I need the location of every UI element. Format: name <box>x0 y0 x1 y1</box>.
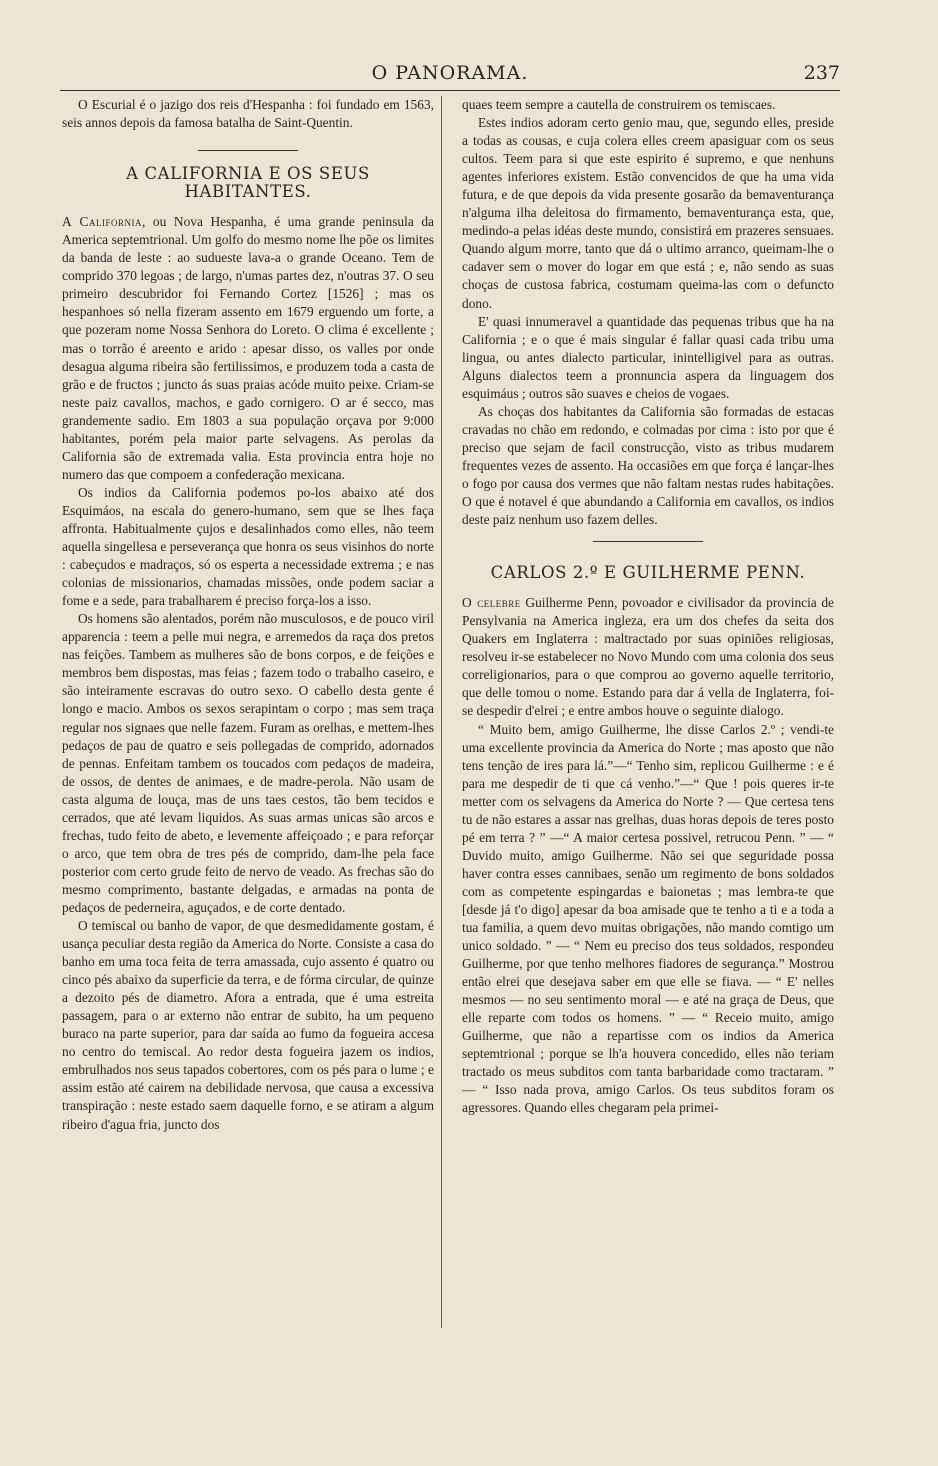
page-header <box>60 62 840 86</box>
article-title-california: A CALIFORNIA E OS SEUS HABITANTES. <box>126 164 370 202</box>
california-intro-text: , ou Nova Hespanha, é uma grande peninsula da America septemtrional. Um golfo do mesmo nome lhe põe os limites da banda de leste : ao sudueste lava-a o grande Oceano. Tem de comprido 370 legoas ; de largo, n'umas partes dez, n'outras 37. O seu primeiro descubridor foi Fernando Cortez [1526] ; mas os hespanhoes só nella fizeram assento em 1679 erguendo um forte, a que pozeram nome Nossa Senhora do Loreto. O clima é excellente ; mas o torrão é areento e arido : apesar disso, os valles por onde desagua alguma ribeira são fertilissimos, e produzem toda a casta de grão e de fructos ; juncto ás suas praias acóde muito peixe. Criam-se neste paiz cavallos, machos, e gado cornigero. O ar é secco, mas grandemente sadio. Em 1803 a sua populaçāo orçava por 9:000 habitantes, porém pela maior parte selvagens. As perolas da California são de extremada valia. Esta provincia entra hoje no numero das que compoem a confederação mexicana. <box>62 214 434 482</box>
column-divider <box>441 96 442 1328</box>
article-title-penn: CARLOS 2.º E GUILHERME PENN. <box>490 563 806 583</box>
penn-lead-word: O celebre <box>462 595 521 611</box>
dialogue-paragraph: “ Muito bem, amigo Guilherme, lhe disse Carlos 2.º ; vendi-te uma excellente provincia da America do Norte ; mas aposto que não tens tenção de ires para lá.”—“ Tenho sim, replicou Guilherme : e é para me despedir de ti que cá venho.”—“ Que ! pois queres ir-te metter com os selvagens da America do Norte ? — Que certesa tens tu de não estares a assar nas grelhas, duas horas depois de teres posto pé em terra ? ” —“ A maior certesa possivel, retrucou Penn. ” — “ Duvido muito, amigo Guilherme. Não sei que seguridade possa haver contra esses cannibaes, senão um regimento de bons soldados com as competente espingardas e baionetas ; mas lembra-te que [desde já t'o digo] apesar da boa amisade que te tenho a ti e a toda a tua familia, a quem devo muitas obrigações, não mando comtigo um unico soldado. ” — “ Nem eu preciso dos teus soldados, respondeu Guilherme, por que tenho melhores fiadores de segurança.” Mostrou então elrei que desejava saber em que elle se fiava. — “ E' nelles mesmos — no seu sentimento moral — e até na graça de Deus, que elle reparte com todos os homens. ” — “ Receio muito, amigo Guilherme, que não a repartisse com os indios da America septemtrional ; porque se lh'a houvera concedido, elles não teriam tractado os meus subditos com tanta barbaridade como tractaram. ” — “ Isso nada prova, amigo Carlos. Os teus subditos foram os agressores. Quando elles chegaram pela primei- <box>462 721 834 1116</box>
homens-paragraph: Os homens são alentados, porém não musculosos, e de pouco viril apparencia : teem a pelle mui negra, e arremedos da raça dos pretos nas feições. Tambem as mulheres são de bons corpos, e de feições e membros bem dispostas, mas feias ; fazem todo o trabalho caseiro, e são inteiramente escravas do outro sexo. O cabello desta gente é longo e macio. Ambos os sexos serapintam o corpo ; mas sem traça regular nos signaes que nelle fazem. Furam as orelhas, e mettem-lhes pedaços de pau de quatro e seis pollegadas de comprido, adornados de pennas. Enfeitam tambem os toucados com pedaços de madeira, de ossos, de dentes de animaes, e de madre-perola. Não usam de casta alguma de louça, mas de uns taes cestos, tão bem tecidos e cerrados, que até levam liquidos. As suas armas unicas são arcos e frechas, tudo feito de abeto, e levemente affeiçoado ; e para reforçar o arco, que tem obra de tres pés de comprido, dam-lhe pela face posterior com certo grude feito de nervo de veado. As frechas são do mesmo comprimento, bastante delgadas, e armadas na ponta de pedaços de pederneira, aguçados, e de corte dentado. <box>62 611 434 915</box>
tribes-paragraph: E' quasi innumeravel a quantidade das pequenas tribus que ha na California ; e o que é mais singular é fallar quasi cada tribu uma lingua, ou antes dialecto particular, inintelligivel para as outras. Alguns dialectos teem a pronnuncia aspera da linguagem dos esquimáus ; outros são suaves e cheios de vogaes. <box>462 313 834 401</box>
indios-paragraph: Os indios da California podemos po-los abaixo até dos Esquimáos, na escala do genero-humano, sem que se lhes faça affronta. Habitualmente çujos e desalinhados como elles, não teem aquella singellesa e perseverança que honra os seus visinhos do norte : cabeçudos e madraços, só os esperta a necessidade extrema ; e nas colonias de missionarios, chamadas missões, onde podem saciar a fome e a sede, para trabalharem é preciso força-los a isso. <box>62 484 434 609</box>
huts-paragraph: As choças dos habitantes da California são formadas de estacas cravadas no chão em redondo, e colmadas por cima : isto por que é preciso que sejam de facil construcção, visto as tribus mudarem frequentes vezes de assento. Ha occasiões em que força é lançar-lhes o fogo por causa dos vermes que não faltam nestas rudes habitações. O que é notavel é que abundando a California em cavallos, os indios deste paiz nenhum uso fazem delles. <box>462 403 834 528</box>
temiscal-continuation: quaes teem sempre a cautella de construirem os temiscaes. <box>462 97 776 112</box>
left-column <box>62 96 434 1134</box>
running-title: O PANORAMA. <box>371 62 529 84</box>
escurial-paragraph: O Escurial é o jazigo dos reis d'Hespanha : foi fundado em 1563, seis annos depois da famosa batalha de Saint-Quentin. <box>62 97 434 131</box>
california-lead-word: A California <box>62 214 142 230</box>
page-number: 237 <box>803 62 840 84</box>
california-intro-paragraph <box>62 213 434 484</box>
penn-intro-text: Guilherme Penn, povoador e civilisador da provincia de Pensylvania na America ingleza, era um dos chefes da seita dos Quakers em Inglaterra : maltractado por suas opiniões religiosas, resolveu ir-se estabelecer no Novo Mundo com uma colonia dos seus correligionarios, para o que comprou ao governo aquelle territorio, que delle tomou o nome. Estando para dar á vella de Inglaterra, foi-se despedir d'elrei ; e entre ambos houve o seguinte dialogo. <box>462 595 834 719</box>
section-divider <box>198 150 298 151</box>
penn-intro-paragraph <box>462 594 834 720</box>
religion-paragraph: Estes indios adoram certo genio mau, que, segundo elles, preside a todas as cousas, e cuja colera elles creem apasiguar com os seus cultos. Teem para si que este espirito é supremo, e que nenhuns agentes inferiores existem. Estão convencidos de que ha uma vida futura, e de que depois da vida presente gosarão da bemaventurança n'alguma ilha deleitosa do firmamento, bemaventurança esta, que, medindo-a pelas idéas deste mundo, consistirá em prazeres sensuaes. Quando algum morre, tanto que dá o ultimo arranco, queimam-lhe o cadaver sem o mover do logar em que está ; e, não sendo as suas choças de custosa fabrica, costumam queima-las com o defuncto dono. <box>462 115 834 311</box>
header-rule <box>60 90 840 91</box>
section-divider-right <box>593 541 703 542</box>
temiscal-paragraph: O temiscal ou banho de vapor, de que desmedidamente gostam, é usança peculiar desta região da America do Norte. Consiste a casa do banho em uma toca feita de terra amassada, cujo assento é quatro ou cinco pés abaixo da superficie da terra, e de fórma circular, de quinze a dezoito pés de diametro. Afora a entrada, que é uma estreita passagem, para o ar externo não entrar de subito, ha um pequeno buraco na parte superior, para dar saída ao fumo da fogueira accesa no centro do temiscal. Ao redor desta fogueira jazem os indios, embrulhados nos seus tapados cobertores, com os pés para o lume ; e assim estão até cairem na debilidade nervosa, que causa a excessiva transpiração : neste estado saem daquelle forno, e se atiram a algum ribeiro d'agua fria, juncto dos <box>62 918 434 1132</box>
right-column <box>462 96 834 1118</box>
